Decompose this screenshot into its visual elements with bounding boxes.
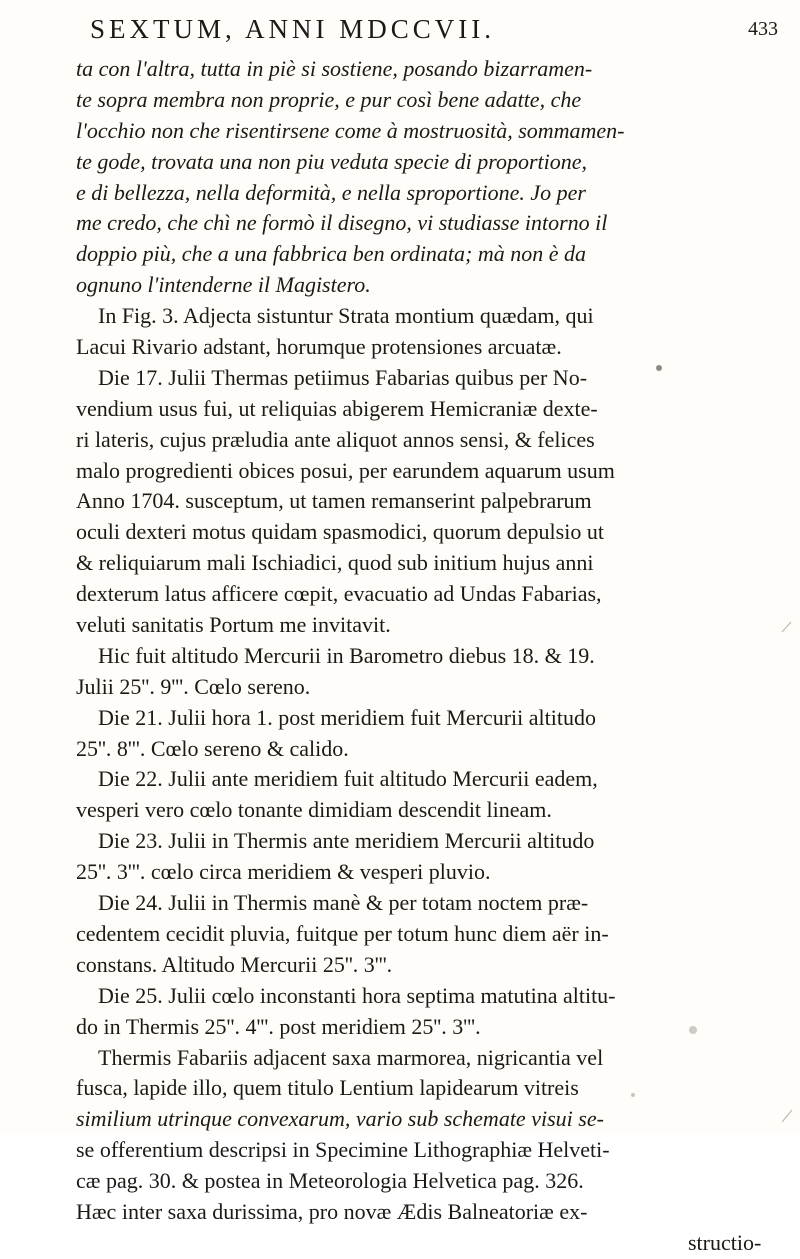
text-line: oculi dexteri motus quidam spasmodici, quorum depulsio ut <box>76 519 604 545</box>
text-line: 25''. 3'''. cœlo circa meridiem & vesperi pluvio. <box>76 859 491 885</box>
text-line: vesperi vero cœlo tonante dimidiam descendit lineam. <box>76 797 552 823</box>
text-line: Die 23. Julii in Thermis ante meridiem Mercurii altitudo <box>98 828 595 854</box>
text-line: do in Thermis 25''. 4'''. post meridiem 25''. 3'''. <box>76 1013 481 1039</box>
text-line: & reliquiarum mali Ischiadici, quod sub initium hujus anni <box>76 550 594 576</box>
text-line: Hæc inter saxa durissima, pro novæ Ædis Balneatoriæ ex- <box>76 1198 588 1224</box>
text-line: Die 22. Julii ante meridiem fuit altitudo Mercurii eadem, <box>98 766 598 792</box>
text-line: e di bellezza, nella deformità, e nella sproportione. Jo per <box>76 179 586 205</box>
text-line: veluti sanitatis Portum me invitavit. <box>76 612 391 638</box>
text-line: doppio più, che a una fabbrica ben ordinata; mà non è da <box>76 241 587 267</box>
text-line: ta con l'altra, tutta in piè si sostiene, posando bizarramen- <box>76 56 593 81</box>
catchword: structio- <box>688 1229 762 1255</box>
text-line: Die 24. Julii in Thermis manè & per totam noctem præ- <box>98 890 589 916</box>
text-line: te gode, trovata una non piu veduta specie di proportione, <box>76 148 588 174</box>
text-line: Julii 25''. 9'''. Cœlo sereno. <box>76 673 311 699</box>
text-line: malo progredienti obices posui, per earundem aquarum usum <box>76 457 615 483</box>
text-line: ognuno l'intenderne il Magistero. <box>76 272 371 298</box>
text-line: cedentem cecidit pluvia, fuitque per totum hunc diem aër in- <box>76 920 609 946</box>
text-line: Hic fuit altitudo Mercurii in Barometro diebus 18. & 19. <box>98 642 595 668</box>
text-line: cæ pag. 30. & postea in Meteorologia Helvetica pag. 326. <box>76 1168 584 1194</box>
text-line: Die 17. Julii Thermas petiimus Fabarias quibus per No- <box>98 364 588 390</box>
text-line: fusca, lapide illo, quem titulo Lentium lapidearum vitreis <box>76 1075 579 1101</box>
page-number: 433 <box>748 18 778 40</box>
page-header <box>80 14 780 50</box>
text-line: Lacui Rivario adstant, horumque protensiones arcuatæ. <box>76 334 562 360</box>
running-head: SEXTUM, ANNI MDCCVII. <box>90 14 496 44</box>
text-line: Die 25. Julii cœlo inconstanti hora septima matutina altitu- <box>98 982 616 1008</box>
text-line: ri lateris, cujus præludia ante aliquot annos sensi, & felices <box>76 426 595 452</box>
text-line: vendium usus fui, ut reliquias abigerem Hemicraniæ dexte- <box>76 395 598 421</box>
text-line: te sopra membra non proprie, e pur così bene adatte, che <box>76 86 582 112</box>
text-line: se offerentium descripsi in Specimine Lithographiæ Helveti- <box>76 1137 610 1163</box>
text-line: dexterum latus afficere cœpit, evacuatio ad Undas Fabarias, <box>76 581 602 607</box>
text-line: l'occhio non che risentirsene come à mostruosità, sommamen- <box>76 117 625 143</box>
text-line: Thermis Fabariis adjacent saxa marmorea, nigricantia vel <box>98 1044 604 1070</box>
text-line: me credo, che chì ne formò il disegno, vi studiasse intorno il <box>76 210 608 236</box>
text-line: Anno 1704. susceptum, ut tamen remanserint palpebrarum <box>76 488 592 514</box>
text-line: 25''. 8'''. Cœlo sereno & calido. <box>76 735 349 761</box>
text-line: In Fig. 3. Adjecta sistuntur Strata montium quædam, qui <box>98 303 594 329</box>
text-line: similium utrinque convexarum, vario sub schemate visui se- <box>76 1106 604 1132</box>
text-line: constans. Altitudo Mercurii 25''. 3'''. <box>76 951 393 977</box>
body-text <box>76 54 780 1259</box>
text-line: Die 21. Julii hora 1. post meridiem fuit Mercurii altitudo <box>98 704 596 730</box>
